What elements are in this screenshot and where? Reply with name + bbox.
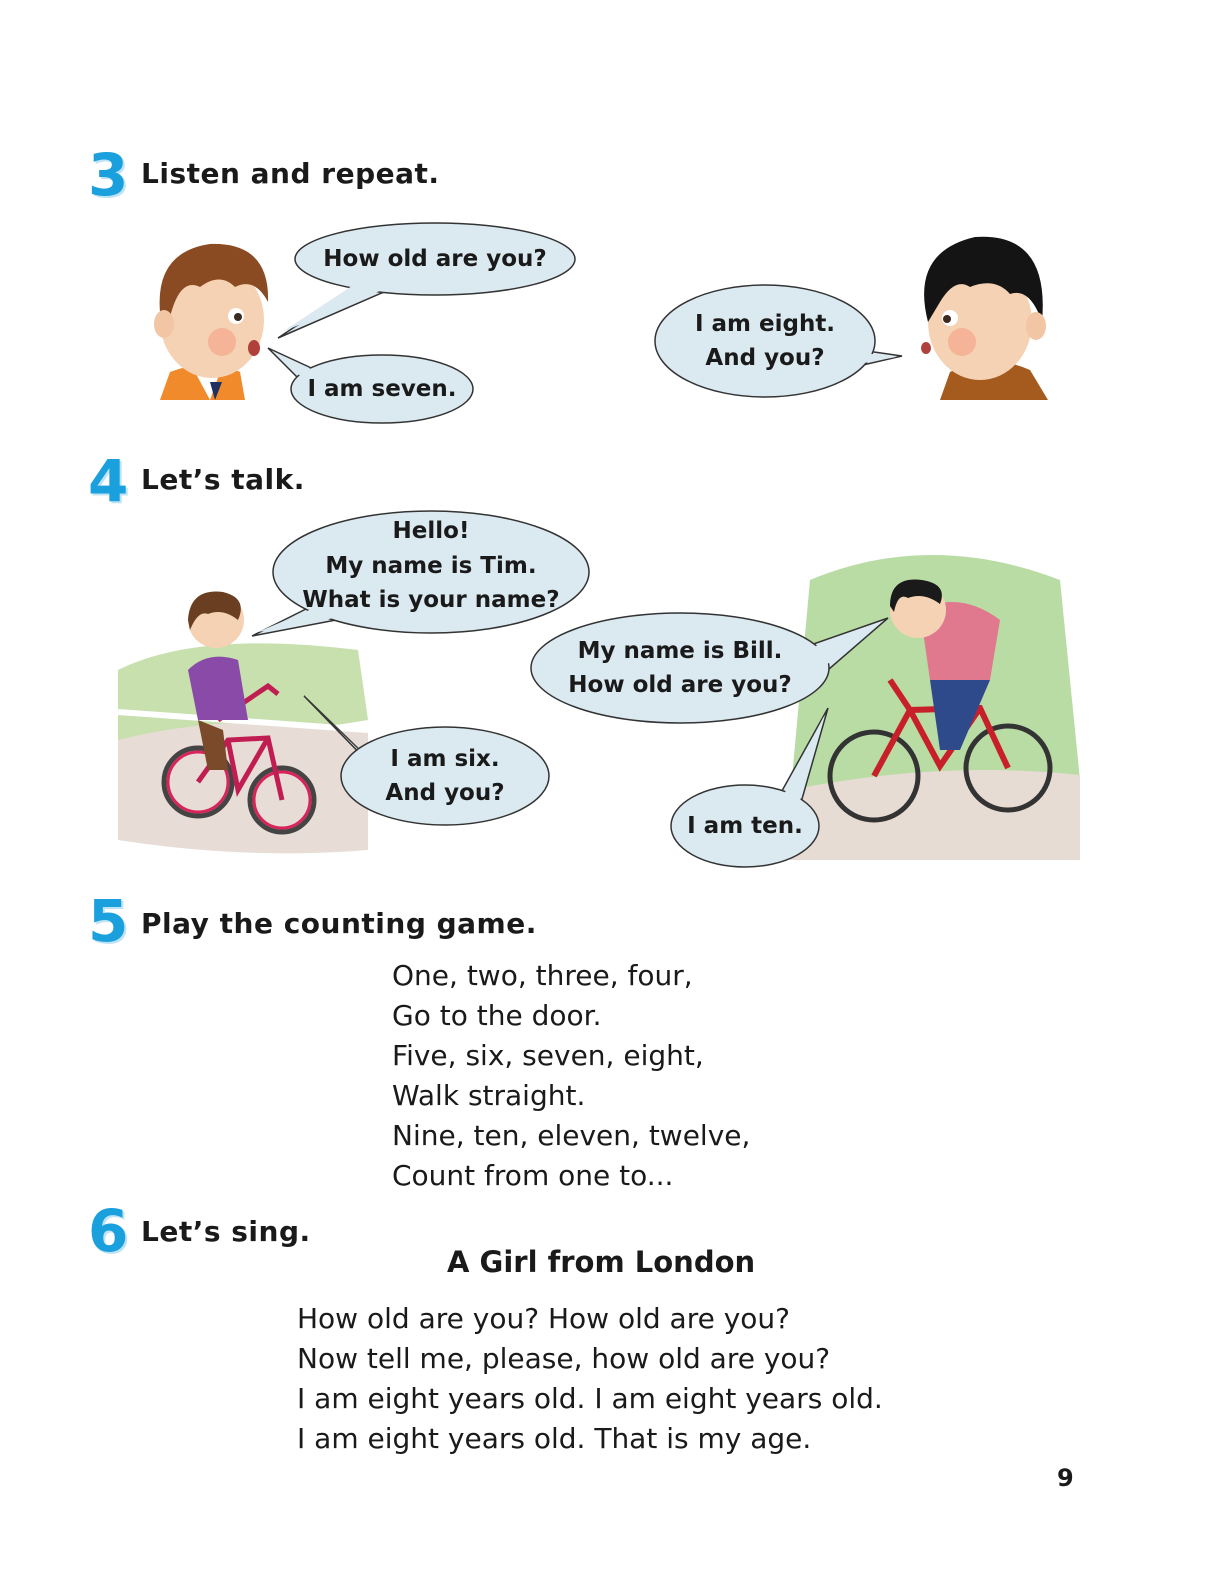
rhyme-line: Go to the door. bbox=[392, 999, 602, 1032]
rhyme-line: Five, six, seven, eight, bbox=[392, 1039, 704, 1072]
speech-bubble-i-am-seven bbox=[290, 354, 474, 424]
bubble-line: My name is Bill. bbox=[577, 637, 783, 664]
bubble-line: What is your name? bbox=[302, 587, 560, 614]
exercise-title-4: Let’s talk. bbox=[141, 463, 305, 496]
lyric-line: I am eight years old. That is my age. bbox=[297, 1422, 812, 1455]
bubble-line: How old are you? bbox=[323, 245, 547, 272]
song-lyrics bbox=[297, 1299, 883, 1459]
page-number: 9 bbox=[1057, 1464, 1074, 1492]
bubble-line: And you? bbox=[705, 345, 825, 371]
bubble-line: I am six. bbox=[390, 745, 500, 772]
bubble-line: Hello! bbox=[392, 518, 470, 545]
exercise-title-3: Listen and repeat. bbox=[141, 157, 440, 190]
counting-rhyme bbox=[392, 956, 750, 1196]
rhyme-line: Count from one to... bbox=[392, 1159, 674, 1192]
speech-bubble-i-am-eight bbox=[654, 284, 876, 398]
bubble-line: I am ten. bbox=[687, 812, 803, 839]
speech-bubble-i-am-six bbox=[340, 726, 550, 826]
exercise-number-6: 6 bbox=[88, 1197, 129, 1265]
bubble-line: And you? bbox=[385, 780, 505, 806]
rhyme-line: One, two, three, four, bbox=[392, 959, 693, 992]
exercise-number-4: 4 bbox=[88, 447, 129, 515]
rhyme-line: Walk straight. bbox=[392, 1079, 586, 1112]
exercise-number-3: 3 bbox=[88, 141, 129, 209]
lyric-line: How old are you? How old are you? bbox=[297, 1302, 791, 1335]
bill-bike-illustration bbox=[790, 540, 1080, 860]
speech-bubble-bill bbox=[530, 612, 830, 724]
boy-black-hair-illustration bbox=[900, 232, 1050, 400]
lyric-line: I am eight years old. I am eight years old. bbox=[297, 1382, 883, 1415]
lyric-line: Now tell me, please, how old are you? bbox=[297, 1342, 831, 1375]
boy-brown-hair-illustration bbox=[140, 232, 280, 400]
bubble-line: How old are you? bbox=[568, 672, 792, 698]
bubble-line: I am eight. bbox=[694, 310, 836, 337]
bubble-line: My name is Tim. bbox=[325, 552, 537, 579]
exercise-title-6: Let’s sing. bbox=[141, 1215, 311, 1248]
bubble-line: I am seven. bbox=[307, 375, 457, 402]
rhyme-line: Nine, ten, eleven, twelve, bbox=[392, 1119, 751, 1152]
speech-bubble-i-am-ten bbox=[670, 784, 820, 868]
song-title: A Girl from London bbox=[447, 1245, 756, 1279]
speech-bubble-how-old bbox=[294, 222, 576, 296]
exercise-title-5: Play the counting game. bbox=[141, 907, 537, 940]
exercise-number-5: 5 bbox=[88, 887, 129, 955]
